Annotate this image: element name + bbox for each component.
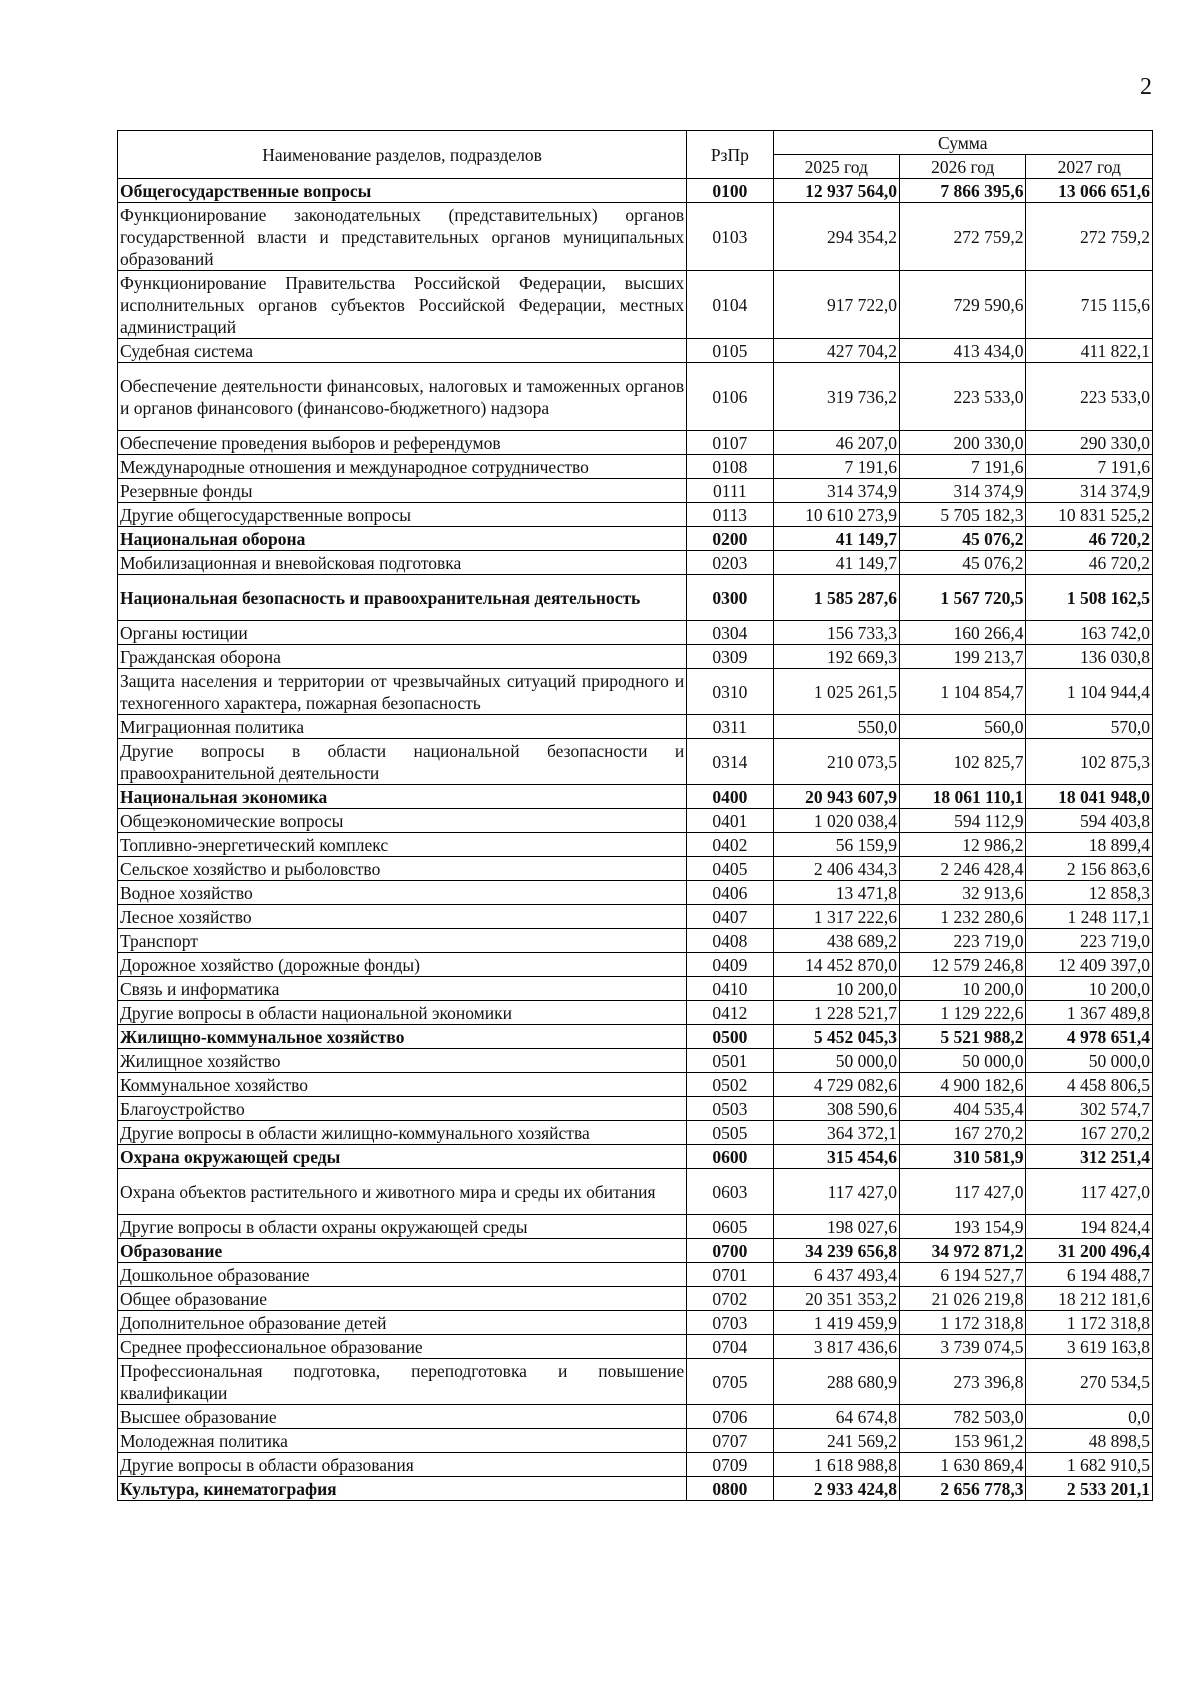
header-year-2027: 2027 год	[1026, 155, 1153, 179]
table-row	[118, 1263, 1153, 1287]
table-row	[118, 621, 1153, 645]
row-value-2026: 5 521 988,2	[900, 1025, 1026, 1049]
row-code: 0402	[687, 833, 773, 857]
header-year-2026: 2026 год	[900, 155, 1026, 179]
row-value-2026: 3 739 074,5	[900, 1335, 1026, 1359]
row-value-2027: 46 720,2	[1026, 551, 1153, 575]
row-value-2027: 18 041 948,0	[1026, 785, 1153, 809]
row-value-2026: 167 270,2	[900, 1121, 1026, 1145]
row-value-2027: 302 574,7	[1026, 1097, 1153, 1121]
row-name: Другие общегосударственные вопросы	[118, 503, 687, 527]
row-value-2027: 0,0	[1026, 1405, 1153, 1429]
row-value-2025: 41 149,7	[773, 527, 899, 551]
row-value-2025: 156 733,3	[773, 621, 899, 645]
row-value-2026: 45 076,2	[900, 551, 1026, 575]
row-value-2026: 6 194 527,7	[900, 1263, 1026, 1287]
table-row	[118, 455, 1153, 479]
row-code: 0503	[687, 1097, 773, 1121]
row-name: Жилищное хозяйство	[118, 1049, 687, 1073]
row-value-2027: 167 270,2	[1026, 1121, 1153, 1145]
row-value-2025: 364 372,1	[773, 1121, 899, 1145]
row-code: 0203	[687, 551, 773, 575]
row-value-2026: 45 076,2	[900, 527, 1026, 551]
row-name: Резервные фонды	[118, 479, 687, 503]
row-value-2025: 41 149,7	[773, 551, 899, 575]
header-name: Наименование разделов, подразделов	[118, 131, 687, 179]
row-value-2027: 290 330,0	[1026, 431, 1153, 455]
row-value-2026: 153 961,2	[900, 1429, 1026, 1453]
budget-table	[117, 130, 1153, 1501]
table-row	[118, 1073, 1153, 1097]
row-value-2025: 34 239 656,8	[773, 1239, 899, 1263]
table-row	[118, 575, 1153, 621]
row-name: Среднее профессиональное образование	[118, 1335, 687, 1359]
row-value-2027: 18 899,4	[1026, 833, 1153, 857]
row-value-2027: 46 720,2	[1026, 527, 1153, 551]
row-value-2027: 194 824,4	[1026, 1215, 1153, 1239]
table-row	[118, 1121, 1153, 1145]
row-value-2027: 223 719,0	[1026, 929, 1153, 953]
row-value-2025: 64 674,8	[773, 1405, 899, 1429]
table-row	[118, 1453, 1153, 1477]
row-value-2026: 12 986,2	[900, 833, 1026, 857]
row-code: 0605	[687, 1215, 773, 1239]
row-name: Дошкольное образование	[118, 1263, 687, 1287]
row-code: 0300	[687, 575, 773, 621]
row-code: 0106	[687, 363, 773, 431]
row-code: 0704	[687, 1335, 773, 1359]
row-name: Другие вопросы в области охраны окружающей среды	[118, 1215, 687, 1239]
table-row	[118, 1239, 1153, 1263]
row-code: 0600	[687, 1145, 773, 1169]
row-code: 0105	[687, 339, 773, 363]
row-value-2025: 210 073,5	[773, 739, 899, 785]
table-row	[118, 431, 1153, 455]
row-value-2025: 198 027,6	[773, 1215, 899, 1239]
row-value-2025: 10 200,0	[773, 977, 899, 1001]
table-row	[118, 1405, 1153, 1429]
table-row	[118, 1215, 1153, 1239]
row-value-2027: 10 831 525,2	[1026, 503, 1153, 527]
row-name: Другие вопросы в области жилищно-коммунального хозяйства	[118, 1121, 687, 1145]
row-value-2026: 2 656 778,3	[900, 1477, 1026, 1501]
row-code: 0405	[687, 857, 773, 881]
row-name: Образование	[118, 1239, 687, 1263]
table-row	[118, 881, 1153, 905]
row-name: Профессиональная подготовка, переподготовка и повышение квалификации	[118, 1359, 687, 1405]
row-value-2027: 102 875,3	[1026, 739, 1153, 785]
row-code: 0505	[687, 1121, 773, 1145]
row-code: 0104	[687, 271, 773, 339]
row-value-2025: 1 025 261,5	[773, 669, 899, 715]
row-value-2026: 200 330,0	[900, 431, 1026, 455]
row-value-2026: 223 533,0	[900, 363, 1026, 431]
row-value-2025: 20 351 353,2	[773, 1287, 899, 1311]
header-sum: Сумма	[773, 131, 1152, 155]
row-value-2027: 6 194 488,7	[1026, 1263, 1153, 1287]
row-value-2027: 1 104 944,4	[1026, 669, 1153, 715]
table-row	[118, 1311, 1153, 1335]
table-row	[118, 1359, 1153, 1405]
row-value-2026: 560,0	[900, 715, 1026, 739]
row-name: Обеспечение проведения выборов и референдумов	[118, 431, 687, 455]
row-code: 0501	[687, 1049, 773, 1073]
row-value-2026: 310 581,9	[900, 1145, 1026, 1169]
row-name: Органы юстиции	[118, 621, 687, 645]
row-value-2027: 4 458 806,5	[1026, 1073, 1153, 1097]
row-code: 0200	[687, 527, 773, 551]
row-value-2027: 48 898,5	[1026, 1429, 1153, 1453]
table-row	[118, 715, 1153, 739]
table-row	[118, 527, 1153, 551]
table-row	[118, 1169, 1153, 1215]
row-value-2025: 308 590,6	[773, 1097, 899, 1121]
table-row	[118, 271, 1153, 339]
row-value-2025: 917 722,0	[773, 271, 899, 339]
row-name: Охрана объектов растительного и животного мира и среды их обитания	[118, 1169, 687, 1215]
row-value-2026: 1 104 854,7	[900, 669, 1026, 715]
row-value-2025: 315 454,6	[773, 1145, 899, 1169]
row-code: 0603	[687, 1169, 773, 1215]
row-value-2027: 272 759,2	[1026, 203, 1153, 271]
row-value-2025: 4 729 082,6	[773, 1073, 899, 1097]
row-name: Высшее образование	[118, 1405, 687, 1429]
row-value-2026: 594 112,9	[900, 809, 1026, 833]
row-code: 0500	[687, 1025, 773, 1049]
row-value-2025: 241 569,2	[773, 1429, 899, 1453]
row-value-2026: 5 705 182,3	[900, 503, 1026, 527]
row-value-2026: 1 567 720,5	[900, 575, 1026, 621]
row-value-2027: 18 212 181,6	[1026, 1287, 1153, 1311]
row-value-2025: 56 159,9	[773, 833, 899, 857]
row-code: 0100	[687, 179, 773, 203]
row-value-2027: 314 374,9	[1026, 479, 1153, 503]
row-value-2025: 319 736,2	[773, 363, 899, 431]
row-value-2026: 32 913,6	[900, 881, 1026, 905]
row-value-2025: 10 610 273,9	[773, 503, 899, 527]
row-code: 0310	[687, 669, 773, 715]
row-name: Сельское хозяйство и рыболовство	[118, 857, 687, 881]
table-row	[118, 785, 1153, 809]
row-code: 0304	[687, 621, 773, 645]
row-name: Судебная система	[118, 339, 687, 363]
row-name: Национальная оборона	[118, 527, 687, 551]
table-row	[118, 1097, 1153, 1121]
row-code: 0502	[687, 1073, 773, 1097]
row-value-2027: 715 115,6	[1026, 271, 1153, 339]
row-value-2025: 5 452 045,3	[773, 1025, 899, 1049]
row-code: 0407	[687, 905, 773, 929]
row-value-2027: 12 409 397,0	[1026, 953, 1153, 977]
row-value-2025: 294 354,2	[773, 203, 899, 271]
row-name: Молодежная политика	[118, 1429, 687, 1453]
row-value-2027: 1 682 910,5	[1026, 1453, 1153, 1477]
row-name: Национальная экономика	[118, 785, 687, 809]
row-value-2027: 411 822,1	[1026, 339, 1153, 363]
table-row	[118, 669, 1153, 715]
row-value-2025: 14 452 870,0	[773, 953, 899, 977]
row-name: Водное хозяйство	[118, 881, 687, 905]
row-code: 0705	[687, 1359, 773, 1405]
table-row	[118, 179, 1153, 203]
row-value-2027: 223 533,0	[1026, 363, 1153, 431]
table-row	[118, 953, 1153, 977]
row-value-2025: 427 704,2	[773, 339, 899, 363]
row-code: 0103	[687, 203, 773, 271]
row-value-2026: 7 191,6	[900, 455, 1026, 479]
row-value-2025: 438 689,2	[773, 929, 899, 953]
row-code: 0108	[687, 455, 773, 479]
row-code: 0409	[687, 953, 773, 977]
row-value-2026: 193 154,9	[900, 1215, 1026, 1239]
row-value-2025: 192 669,3	[773, 645, 899, 669]
row-value-2026: 223 719,0	[900, 929, 1026, 953]
table-row	[118, 809, 1153, 833]
row-value-2027: 570,0	[1026, 715, 1153, 739]
row-code: 0410	[687, 977, 773, 1001]
table-row	[118, 857, 1153, 881]
row-value-2025: 1 020 038,4	[773, 809, 899, 833]
row-value-2026: 117 427,0	[900, 1169, 1026, 1215]
row-code: 0412	[687, 1001, 773, 1025]
table-row	[118, 645, 1153, 669]
row-value-2026: 1 129 222,6	[900, 1001, 1026, 1025]
row-value-2027: 50 000,0	[1026, 1049, 1153, 1073]
table-row	[118, 739, 1153, 785]
row-value-2025: 12 937 564,0	[773, 179, 899, 203]
table-row	[118, 551, 1153, 575]
row-code: 0400	[687, 785, 773, 809]
row-name: Связь и информатика	[118, 977, 687, 1001]
row-name: Коммунальное хозяйство	[118, 1073, 687, 1097]
row-value-2027: 270 534,5	[1026, 1359, 1153, 1405]
row-value-2027: 10 200,0	[1026, 977, 1153, 1001]
row-value-2025: 1 585 287,6	[773, 575, 899, 621]
row-value-2025: 13 471,8	[773, 881, 899, 905]
row-code: 0800	[687, 1477, 773, 1501]
row-name: Топливно-энергетический комплекс	[118, 833, 687, 857]
row-value-2027: 1 248 117,1	[1026, 905, 1153, 929]
row-value-2026: 102 825,7	[900, 739, 1026, 785]
row-value-2027: 1 508 162,5	[1026, 575, 1153, 621]
row-value-2026: 50 000,0	[900, 1049, 1026, 1073]
row-value-2026: 1 172 318,8	[900, 1311, 1026, 1335]
row-code: 0311	[687, 715, 773, 739]
table-row	[118, 1049, 1153, 1073]
row-value-2026: 2 246 428,4	[900, 857, 1026, 881]
row-value-2027: 594 403,8	[1026, 809, 1153, 833]
table-row	[118, 905, 1153, 929]
row-code: 0309	[687, 645, 773, 669]
row-code: 0401	[687, 809, 773, 833]
row-value-2025: 117 427,0	[773, 1169, 899, 1215]
row-code: 0107	[687, 431, 773, 455]
row-value-2025: 314 374,9	[773, 479, 899, 503]
row-name: Лесное хозяйство	[118, 905, 687, 929]
row-code: 0314	[687, 739, 773, 785]
row-name: Общегосударственные вопросы	[118, 179, 687, 203]
table-row	[118, 1477, 1153, 1501]
row-value-2026: 34 972 871,2	[900, 1239, 1026, 1263]
row-name: Жилищно-коммунальное хозяйство	[118, 1025, 687, 1049]
row-value-2025: 46 207,0	[773, 431, 899, 455]
row-value-2026: 314 374,9	[900, 479, 1026, 503]
row-value-2025: 7 191,6	[773, 455, 899, 479]
table-row	[118, 503, 1153, 527]
row-value-2026: 12 579 246,8	[900, 953, 1026, 977]
row-value-2026: 4 900 182,6	[900, 1073, 1026, 1097]
row-name: Другие вопросы в области национальной экономики	[118, 1001, 687, 1025]
header-code: РзПр	[687, 131, 773, 179]
row-name: Защита населения и территории от чрезвычайных ситуаций природного и техногенного характера, пожарная безопасность	[118, 669, 687, 715]
row-name: Гражданская оборона	[118, 645, 687, 669]
table-row	[118, 1287, 1153, 1311]
row-value-2025: 1 419 459,9	[773, 1311, 899, 1335]
row-code: 0113	[687, 503, 773, 527]
row-value-2026: 199 213,7	[900, 645, 1026, 669]
page-number: 2	[1140, 74, 1152, 100]
row-value-2025: 1 618 988,8	[773, 1453, 899, 1477]
row-value-2027: 312 251,4	[1026, 1145, 1153, 1169]
table-row	[118, 363, 1153, 431]
table-row	[118, 203, 1153, 271]
row-value-2027: 4 978 651,4	[1026, 1025, 1153, 1049]
row-name: Обеспечение деятельности финансовых, налоговых и таможенных органов и органов финансового (финансово-бюджетного) надзора	[118, 363, 687, 431]
row-name: Другие вопросы в области национальной безопасности и правоохранительной деятельности	[118, 739, 687, 785]
row-name: Общеэкономические вопросы	[118, 809, 687, 833]
row-value-2026: 782 503,0	[900, 1405, 1026, 1429]
row-value-2027: 117 427,0	[1026, 1169, 1153, 1215]
row-value-2026: 1 630 869,4	[900, 1453, 1026, 1477]
row-value-2026: 21 026 219,8	[900, 1287, 1026, 1311]
table-row	[118, 1335, 1153, 1359]
row-value-2026: 7 866 395,6	[900, 179, 1026, 203]
row-name: Охрана окружающей среды	[118, 1145, 687, 1169]
table-row	[118, 977, 1153, 1001]
row-name: Миграционная политика	[118, 715, 687, 739]
row-value-2026: 18 061 110,1	[900, 785, 1026, 809]
table-row	[118, 929, 1153, 953]
row-value-2027: 13 066 651,6	[1026, 179, 1153, 203]
row-value-2027: 2 156 863,6	[1026, 857, 1153, 881]
row-value-2026: 272 759,2	[900, 203, 1026, 271]
row-value-2027: 31 200 496,4	[1026, 1239, 1153, 1263]
table-row	[118, 1025, 1153, 1049]
row-value-2026: 160 266,4	[900, 621, 1026, 645]
row-name: Культура, кинематография	[118, 1477, 687, 1501]
row-value-2025: 3 817 436,6	[773, 1335, 899, 1359]
row-value-2026: 729 590,6	[900, 271, 1026, 339]
row-name: Функционирование Правительства Российской Федерации, высших исполнительных органов субъектов Российской Федерации, местных администраций	[118, 271, 687, 339]
row-value-2026: 273 396,8	[900, 1359, 1026, 1405]
row-code: 0406	[687, 881, 773, 905]
row-value-2025: 50 000,0	[773, 1049, 899, 1073]
table-row	[118, 833, 1153, 857]
row-value-2027: 163 742,0	[1026, 621, 1153, 645]
row-value-2027: 12 858,3	[1026, 881, 1153, 905]
table-row	[118, 1145, 1153, 1169]
row-value-2026: 10 200,0	[900, 977, 1026, 1001]
row-name: Транспорт	[118, 929, 687, 953]
row-code: 0111	[687, 479, 773, 503]
row-name: Дополнительное образование детей	[118, 1311, 687, 1335]
table-row	[118, 339, 1153, 363]
row-value-2025: 6 437 493,4	[773, 1263, 899, 1287]
row-name: Мобилизационная и вневойсковая подготовка	[118, 551, 687, 575]
row-code: 0703	[687, 1311, 773, 1335]
row-value-2026: 413 434,0	[900, 339, 1026, 363]
row-code: 0706	[687, 1405, 773, 1429]
row-value-2025: 288 680,9	[773, 1359, 899, 1405]
row-value-2025: 550,0	[773, 715, 899, 739]
row-value-2026: 1 232 280,6	[900, 905, 1026, 929]
row-code: 0707	[687, 1429, 773, 1453]
row-value-2027: 1 367 489,8	[1026, 1001, 1153, 1025]
row-value-2025: 1 317 222,6	[773, 905, 899, 929]
row-code: 0702	[687, 1287, 773, 1311]
row-code: 0700	[687, 1239, 773, 1263]
row-value-2027: 1 172 318,8	[1026, 1311, 1153, 1335]
row-value-2025: 20 943 607,9	[773, 785, 899, 809]
row-value-2027: 7 191,6	[1026, 455, 1153, 479]
row-value-2027: 3 619 163,8	[1026, 1335, 1153, 1359]
row-value-2027: 136 030,8	[1026, 645, 1153, 669]
header-year-2025: 2025 год	[773, 155, 899, 179]
table-row	[118, 1001, 1153, 1025]
row-name: Благоустройство	[118, 1097, 687, 1121]
row-value-2027: 2 533 201,1	[1026, 1477, 1153, 1501]
row-value-2025: 1 228 521,7	[773, 1001, 899, 1025]
row-name: Другие вопросы в области образования	[118, 1453, 687, 1477]
row-value-2025: 2 406 434,3	[773, 857, 899, 881]
row-name: Дорожное хозяйство (дорожные фонды)	[118, 953, 687, 977]
row-name: Национальная безопасность и правоохранительная деятельность	[118, 575, 687, 621]
row-name: Международные отношения и международное сотрудничество	[118, 455, 687, 479]
table-row	[118, 1429, 1153, 1453]
row-code: 0701	[687, 1263, 773, 1287]
row-name: Функционирование законодательных (представительных) органов государственной власти и представительных органов муниципальных образований	[118, 203, 687, 271]
table-row	[118, 479, 1153, 503]
row-name: Общее образование	[118, 1287, 687, 1311]
row-code: 0408	[687, 929, 773, 953]
row-value-2026: 404 535,4	[900, 1097, 1026, 1121]
row-code: 0709	[687, 1453, 773, 1477]
table-header	[118, 131, 1153, 179]
row-value-2025: 2 933 424,8	[773, 1477, 899, 1501]
table-body	[118, 179, 1153, 1501]
